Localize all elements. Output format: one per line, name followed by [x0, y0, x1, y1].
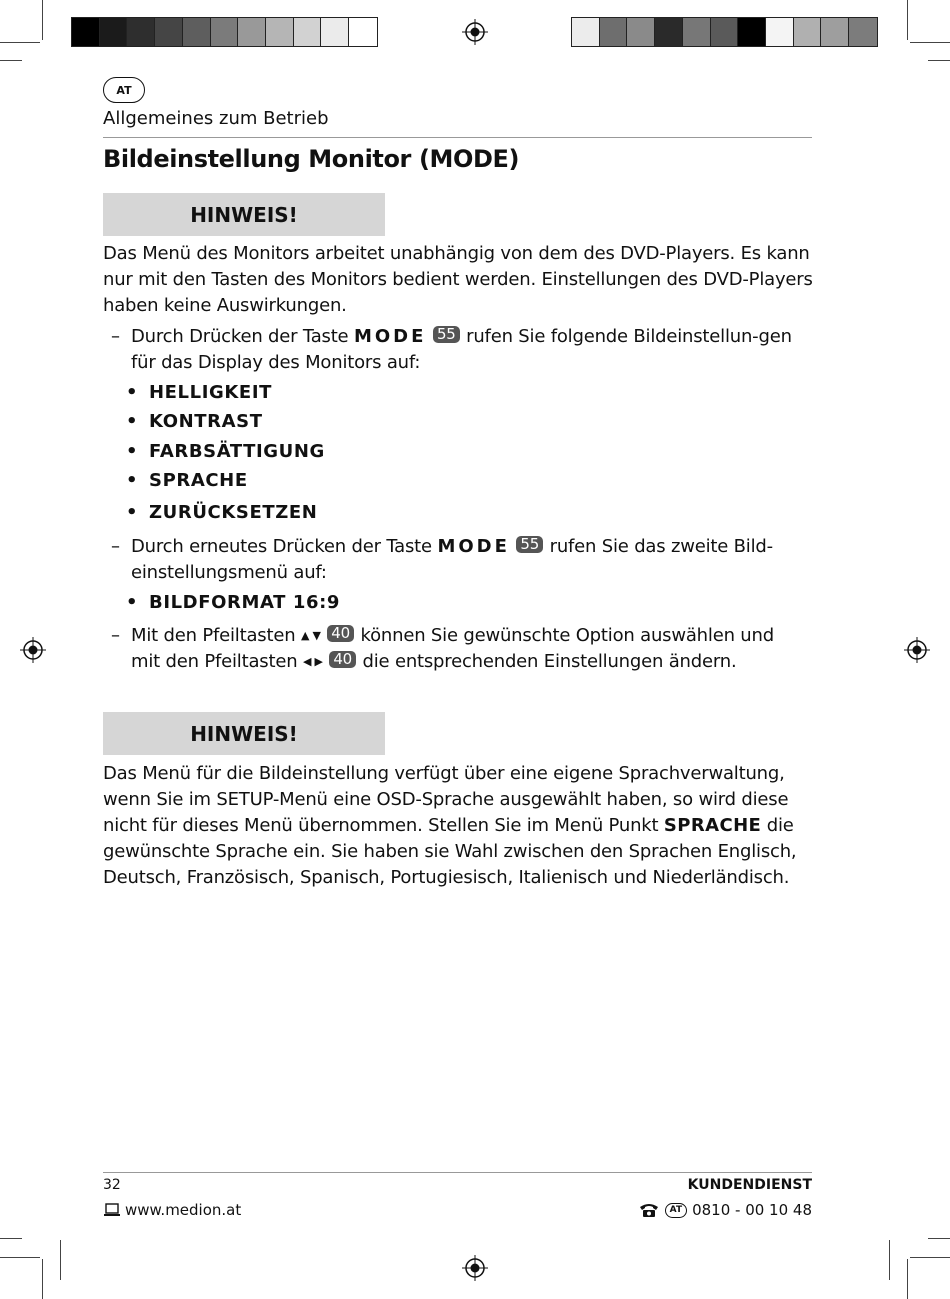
sprache-term: SPRACHE [663, 815, 762, 836]
color-swatch [155, 18, 183, 46]
registration-mark-icon [904, 637, 930, 663]
crop-mark [889, 1240, 890, 1280]
footer-website [103, 1201, 241, 1219]
instruction-text-part: Durch erneutes Drücken der Taste [131, 536, 438, 557]
crop-mark [0, 42, 40, 43]
reference-number: 40 [329, 651, 356, 668]
menu-item-label: ZURÜCKSETZEN [149, 502, 318, 523]
color-swatch [627, 18, 655, 46]
color-swatch [127, 18, 155, 46]
telephone-icon [638, 1202, 660, 1218]
country-badge-small: AT [665, 1203, 687, 1218]
color-swatch [711, 18, 739, 46]
color-swatch [100, 18, 128, 46]
menu-item: • BILDFORMAT 16:9 [126, 592, 341, 613]
footer-phone [638, 1201, 812, 1219]
crop-mark [0, 1257, 40, 1258]
menu-item: • HELLIGKEIT [126, 382, 272, 403]
crop-mark [928, 60, 950, 61]
menu-item: • FARBSÄTTIGUNG [126, 441, 325, 462]
color-swatch [572, 18, 600, 46]
header-divider [103, 137, 812, 138]
instruction-text-part: Durch Drücken der Taste [131, 326, 354, 347]
note-heading: HINWEIS! [103, 193, 385, 236]
list-dash: – [111, 625, 120, 646]
page-number: 32 [103, 1177, 121, 1193]
crop-mark [0, 1238, 22, 1239]
color-swatch [821, 18, 849, 46]
color-swatch [238, 18, 266, 46]
note-text-part: Das Menü für die Bildeinstellung verfügt über eine eigene Sprachverwaltung, wenn Sie im SETUP-Menü eine OSD-Sprache ausgewählt haben, so wird diese nicht für dieses Menü übernommen. Stellen Sie im Menü Punkt [103, 763, 789, 836]
instruction-text-part: Mit den Pfeiltasten [131, 625, 301, 646]
mode-key-label: MODE [437, 536, 510, 557]
crop-mark [42, 0, 43, 40]
instruction-text-part: können Sie gewünschte Option auswählen und mit den Pfeiltasten [131, 625, 774, 672]
color-calibration-bar-right [571, 17, 878, 47]
instruction-text [131, 324, 799, 376]
note-text [103, 761, 813, 891]
menu-item-label: SPRACHE [149, 470, 248, 491]
color-swatch [600, 18, 628, 46]
color-swatch [766, 18, 794, 46]
instruction-text-part: rufen Sie folgende Bildeinstellun-gen für das Display des Monitors auf: [131, 326, 792, 373]
color-swatch [266, 18, 294, 46]
crop-mark [907, 0, 908, 40]
menu-item: • KONTRAST [126, 411, 263, 432]
page-title: Bildeinstellung Monitor (MODE) [103, 145, 520, 173]
crop-mark [0, 60, 22, 61]
instruction-text-part: die entsprechenden Einstellungen ändern. [357, 651, 737, 672]
color-swatch [849, 18, 877, 46]
menu-item-label: FARBSÄTTIGUNG [149, 441, 325, 462]
laptop-icon [103, 1203, 121, 1217]
note-text: Das Menü des Monitors arbeitet unabhängig von dem des DVD-Players. Es kann nur mit den Tasten des Monitors bedient werden. Einstellungen des DVD-Players haben keine Auswirkungen. [103, 243, 813, 316]
list-dash: – [111, 536, 120, 557]
website-link[interactable]: www.medion.at [125, 1201, 242, 1219]
color-swatch [321, 18, 349, 46]
color-swatch [683, 18, 711, 46]
crop-mark [42, 1259, 43, 1299]
phone-number: 0810 - 00 10 48 [692, 1201, 812, 1219]
crop-mark [928, 1238, 950, 1239]
note-text-part: die gewünschte Sprache ein. Sie haben sie Wahl zwischen den Sprachen Englisch, Deutsch, Französisch, Spanisch, Portugiesisch, Italienisch und Niederländisch. [103, 815, 797, 888]
registration-mark-icon [20, 637, 46, 663]
crop-mark [907, 1259, 908, 1299]
registration-mark-icon [462, 1255, 488, 1281]
menu-item: • ZURÜCKSETZEN [126, 502, 318, 523]
crop-mark [910, 1257, 950, 1258]
up-down-arrows-icon: ▲ ▼ [300, 629, 321, 642]
registration-mark-icon [462, 19, 488, 45]
section-label: Allgemeines zum Betrieb [103, 108, 329, 129]
instruction-text-part: rufen Sie das zweite Bild-einstellungsmenü auf: [131, 536, 773, 583]
crop-mark [910, 42, 950, 43]
menu-item-label: HELLIGKEIT [149, 382, 272, 403]
instruction-text [131, 534, 799, 586]
crop-mark [60, 1240, 61, 1280]
color-swatch [72, 18, 100, 46]
reference-number: 55 [516, 536, 543, 553]
color-swatch [294, 18, 322, 46]
list-dash: – [111, 326, 120, 347]
left-right-arrows-icon: ◀ ▶ [302, 655, 323, 668]
reference-number: 55 [433, 326, 460, 343]
color-swatch [183, 18, 211, 46]
mode-key-label: MODE [353, 326, 427, 347]
instruction-text [131, 623, 799, 675]
menu-item-label: BILDFORMAT 16:9 [149, 592, 341, 613]
menu-item-label: KONTRAST [149, 411, 263, 432]
color-swatch [794, 18, 822, 46]
footer-divider [103, 1172, 812, 1173]
color-swatch [655, 18, 683, 46]
color-swatch [349, 18, 377, 46]
service-label: KUNDENDIENST [687, 1177, 812, 1193]
menu-item: • SPRACHE [126, 470, 248, 491]
reference-number: 40 [327, 625, 354, 642]
color-swatch [738, 18, 766, 46]
note-heading: HINWEIS! [103, 712, 385, 755]
color-swatch [211, 18, 239, 46]
color-calibration-bar-left [71, 17, 378, 47]
country-badge: AT [103, 77, 145, 103]
